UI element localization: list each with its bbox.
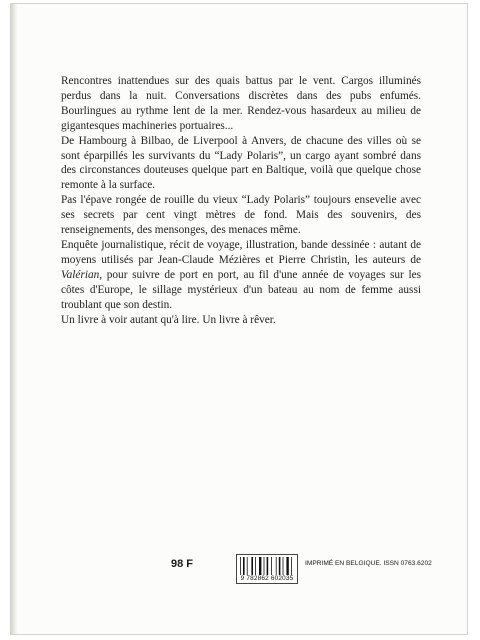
barcode-bar [271, 557, 272, 575]
blurb-paragraph-2: De Hambourg à Bilbao, de Liverpool à Anvers, de chacune des villes où se sont éparpillés les survivants du “Lady Polaris”, un cargo ayant sombré dans des circonstances douteuses quelque part en Baltique, voilà que quelque chose remonte à la surface. [61, 134, 421, 192]
barcode-bar [264, 557, 265, 575]
barcode-bar [259, 557, 261, 575]
isbn-barcode [236, 554, 298, 584]
barcode-bar [255, 557, 256, 575]
barcode-bars [237, 555, 297, 576]
barcode-bar [267, 557, 269, 575]
blurb-paragraph-4 [61, 238, 421, 313]
blurb-paragraph-4-start: Enquête journalistique, récit de voyage, illustration, bande dessinée : autant de moyens utilisés par Jean-Claude Mézières et Pierre Christin, les auteurs de [61, 238, 421, 266]
barcode-bar [286, 557, 288, 575]
spine-edge [11, 4, 18, 634]
barcode-bar [243, 557, 245, 575]
barcode-bar [240, 557, 241, 575]
blurb-paragraph-5: Un livre à voir autant qu'à lire. Un livre à rêver. [61, 313, 276, 326]
barcode-bar [283, 557, 284, 575]
imprint-issn: IMPRIMÉ EN BELGIQUE. ISSN 0763.6202 [305, 560, 432, 567]
price-label: 98 F [171, 558, 194, 570]
cover-footer [171, 554, 468, 594]
blurb-paragraph-1: Rencontres inattendues sur des quais battus par le vent. Cargos illuminés perdus dans la nuit. Conversations discrètes dans des pubs enfumés. Bourlingues au rythme lent de la mer. Rendez-vous hasardeux au milieu de gigantesques machineries portuaires... [61, 75, 421, 132]
barcode-bar [247, 557, 248, 575]
series-title: Valérian [61, 268, 100, 281]
barcode-bar [276, 557, 277, 575]
blurb-paragraph-4-end: , pour suivre de port en port, au fil d'une année de voyages sur les côtes d'Europe, le sillage mystérieux d'un bateau au nom de femme aussi troublant que son destin. [61, 268, 421, 311]
barcode-bar [291, 557, 292, 575]
blurb-paragraph-3: Pas l'épave rongée de rouille du vieux “Lady Polaris” toujours ensevelie avec ses secrets par cent vingt mètres de fond. Mais des souvenirs, des renseignements, des mensonges, des menaces même. [61, 194, 421, 237]
barcode-number: 9 782862 602035 [237, 575, 297, 583]
barcode-bar [279, 557, 281, 575]
blurb-text [61, 74, 421, 327]
barcode-bar [251, 557, 253, 575]
book-back-cover [10, 3, 468, 635]
